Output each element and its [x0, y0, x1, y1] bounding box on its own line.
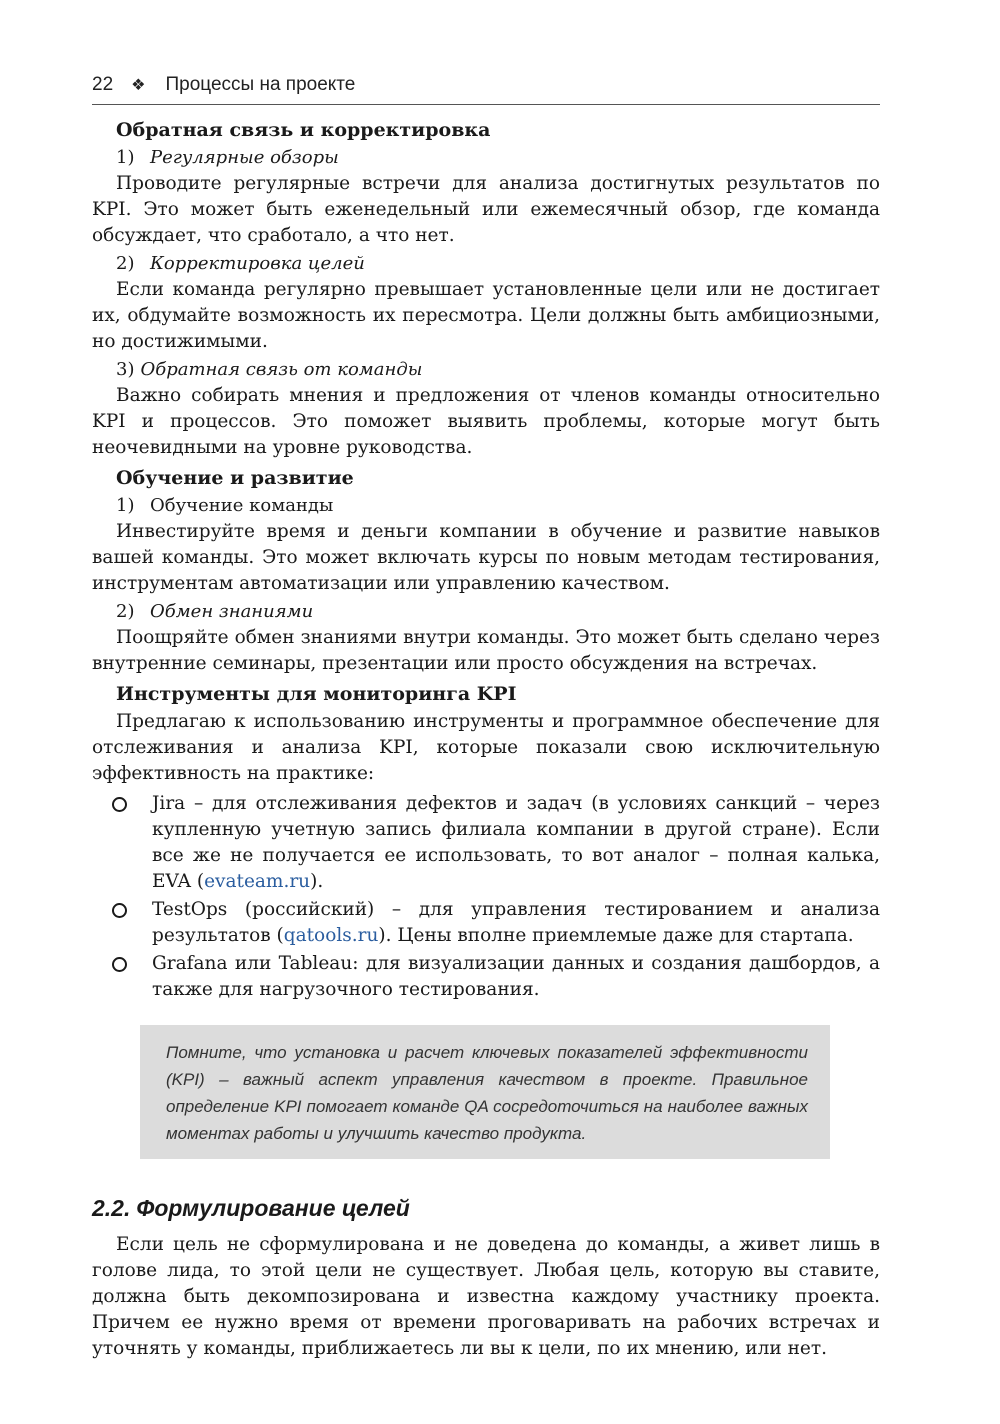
item-title: Регулярные обзоры	[150, 147, 339, 168]
learning-item-1-label	[116, 493, 880, 519]
section-number: 2.2.	[92, 1195, 131, 1221]
qatools-link[interactable]: qatools.ru	[283, 925, 379, 946]
running-header	[92, 72, 880, 105]
tools-heading: Инструменты для мониторинга KPI	[116, 683, 517, 705]
section-text: Если цель не сформулирована и не доведена до команды, а живет лишь в голове лида, то этой цели не существует. Любая цель, которую вы ставите, должна быть декомпозирована и известна каждому участнику проекта. Причем ее нужно время от времени проговаривать на рабочих встречах и уточнять у команды, приближаетесь ли вы к цели, по их мнению, или нет.	[92, 1234, 880, 1359]
section-title-text: Формулирование целей	[136, 1195, 410, 1221]
evateam-link[interactable]: evateam.ru	[204, 871, 311, 892]
item-title: Обучение команды	[150, 495, 334, 516]
item-title: Обратная связь от команды	[140, 359, 423, 380]
feedback-item-1-label	[116, 145, 880, 171]
circle-bullet-icon	[112, 797, 127, 812]
item-number: 1)	[116, 495, 135, 516]
feedback-item-2-label	[116, 251, 880, 277]
list-item: Jira – для отслеживания дефектов и задач (в условиях санкций – через купленную учетную запись филиала компании в другой стране). Если все же не получается ее использовать, то вот аналог – полная калька, EVA (evateam.ru).	[92, 791, 880, 895]
learning-item-2-label	[116, 599, 880, 625]
circle-bullet-icon	[112, 903, 127, 918]
learning-item-1-text: Инвестируйте время и деньги компании в обучение и развитие навыков вашей команды. Это может включать курсы по новым методам тестирования, инструментам автоматизации или управлению качеством.	[92, 521, 880, 594]
feedback-item-3-label	[116, 357, 880, 383]
page-number: 22	[92, 74, 114, 95]
item-number: 2)	[116, 601, 135, 622]
tools-intro: Предлагаю к использованию инструменты и программное обеспечение для отслеживания и анализа KPI, которые показали свою исключительную эффективность на практике:	[92, 711, 880, 784]
tools-list	[92, 791, 880, 1003]
feedback-item-2-text: Если команда регулярно превышает установленные цели или не достигает их, обдумайте возможность их пересмотра. Цели должны быть амбициозными, но достижимыми.	[92, 279, 880, 352]
chapter-title: Процессы на проекте	[165, 74, 356, 95]
book-page	[92, 72, 880, 1362]
item-number: 2)	[116, 253, 135, 274]
note-text: Помните, что установка и расчет ключевых показателей эффективности (KPI) – важный аспект управления качеством в проекте. Правильное определение KPI помогает команде QA сосредоточиться на наиболее важных моментах работы и улучшить качество продукта.	[166, 1043, 808, 1143]
item-title: Обмен знаниями	[150, 601, 314, 622]
note-box	[140, 1025, 830, 1159]
list-item: TestOps (российский) – для управления тестированием и анализа результатов (qatools.ru). Цены вполне приемлемые даже для стартапа.	[92, 897, 880, 949]
learning-item-2-text: Поощряйте обмен знаниями внутри команды. Это может быть сделано через внутренние семинары, презентации или просто обсуждения на встречах.	[92, 627, 880, 674]
section-title	[92, 1195, 880, 1222]
learning-heading: Обучение и развитие	[116, 467, 354, 489]
ornament-icon: ❖	[131, 77, 146, 94]
item-number: 1)	[116, 147, 135, 168]
page-content	[92, 105, 880, 1362]
item-title: Корректировка целей	[150, 253, 365, 274]
circle-bullet-icon	[112, 957, 127, 972]
item-number: 3)	[116, 359, 135, 380]
feedback-item-1-text: Проводите регулярные встречи для анализа достигнутых результатов по KPI. Это может быть еженедельный или ежемесячный обзор, где команда обсуждает, что сработало, а что нет.	[92, 173, 880, 246]
feedback-heading: Обратная связь и корректировка	[116, 119, 491, 141]
feedback-item-3-text: Важно собирать мнения и предложения от членов команды относительно KPI и процессов. Это поможет выявить проблемы, которые могут быть неочевидными на уровне руководства.	[92, 385, 880, 458]
list-item: Grafana или Tableau: для визуализации данных и создания дашбордов, а также для нагрузочного тестирования.	[92, 951, 880, 1003]
